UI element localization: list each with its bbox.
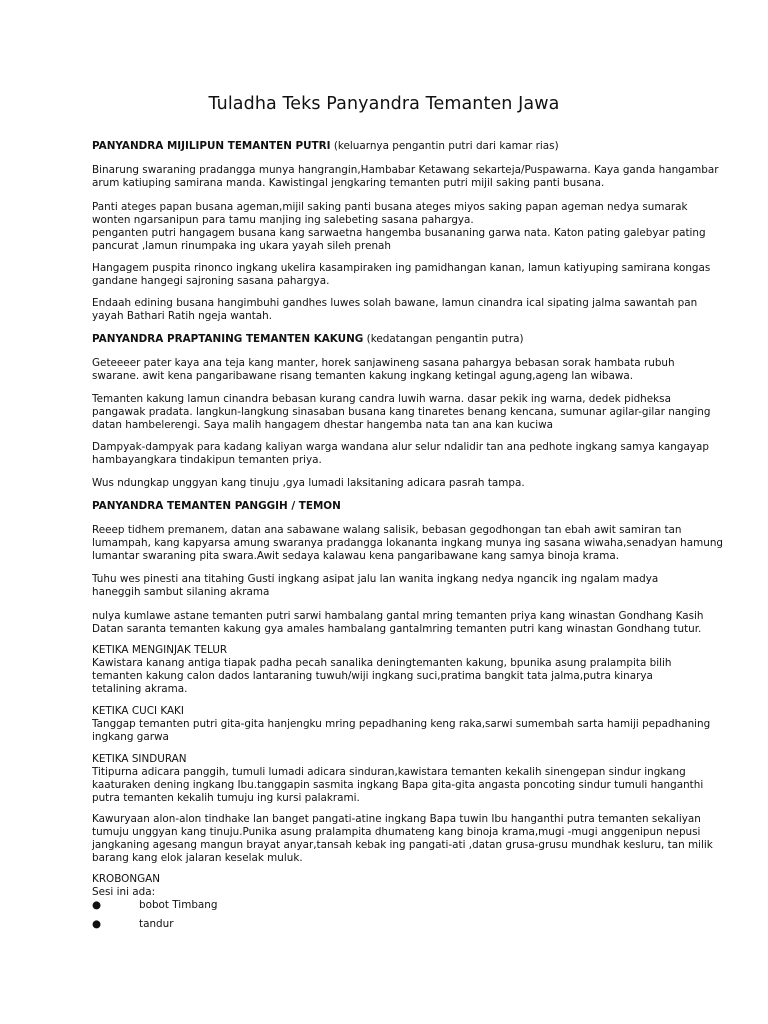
text-line: hambayangkara tindakipun temanten priya.: [92, 454, 322, 466]
section-note: (kedatangan pengantin putra): [366, 333, 524, 345]
text-line: ingkang garwa: [92, 731, 169, 743]
paragraph: [92, 357, 692, 383]
section-heading: KROBONGAN: [92, 873, 161, 885]
text-line: barang kang elok jalaran keselak muluk.: [92, 852, 303, 864]
section-intro: Sesi ini ada:: [92, 886, 156, 898]
text-line: kaaturaken dening ingkang Ibu.tanggapin sasmita ingkang Bapa gita-gita angasta poncoting sindur tumuli hanganthi: [92, 779, 704, 791]
document-title: Tuladha Teks Panyandra Temanten Jawa: [208, 94, 560, 114]
paragraph: [92, 610, 704, 636]
paragraph: [92, 164, 719, 190]
bullet-icon: ●: [92, 899, 102, 911]
text-line: Binarung swaraning pradangga munya hangrangin,Hambabar Ketawang sekarteja/Puspawarna. Kaya ganda hangambar: [92, 164, 719, 176]
section-putri-heading-line: [92, 140, 692, 153]
text-line: lumampah, kang kapyarsa amung swaranya pradangga lokananta ingkang munya ing sasana wiwaha,senadyan hamung: [92, 537, 724, 549]
text-line: Panti ateges papan busana ageman,mijil saking panti busana ateges miyos saking papan ageman nedya sumarak: [92, 201, 688, 213]
section-heading: KETIKA SINDURAN: [92, 753, 187, 765]
paragraph: [92, 393, 711, 432]
text-line: arum katiuping samirana manda. Kawistingal jengkaring temanten putri mijil saking panti busana.: [92, 177, 605, 189]
paragraph: [92, 573, 692, 599]
text-line: Datan saranta temanten kakung gya amales hambalang gantalmring temanten putri kang winastan Gondhang tutur.: [92, 623, 702, 635]
section-heading: PANYANDRA PRAPTANING TEMANTEN KAKUNG: [92, 333, 364, 345]
text-line: datan hambelerengi. Saya malih hangagem dhestar hangemba nata tan ana kan kuciwa: [92, 419, 553, 431]
text-line: Titipurna adicara panggih, tumuli lumadi adicara sinduran,kawistara temanten kekalih sinengepan sindur ingkang: [92, 766, 686, 778]
section-heading: PANYANDRA MIJILIPUN TEMANTEN PUTRI: [92, 140, 331, 152]
paragraph: [92, 297, 698, 323]
section-heading: KETIKA CUCI KAKI: [92, 705, 184, 717]
text-line: Tanggap temanten putri gita-gita hanjengku mring pepadhaning keng raka,sarwi sumembah sarta hamiji pepadhaning: [92, 718, 711, 730]
section-sinduran: [92, 753, 704, 805]
list-item-text: bobot Timbang: [139, 899, 218, 911]
text-line: tumuju unggyan kang tinuju.Punika asung pralampita dhumateng kang binoja krama,mugi -mugi anggenipun nepusi: [92, 826, 701, 838]
list-item-text: tandur: [139, 918, 174, 930]
text-line: wonten ngarsanipun para tamu manjing ing salebeting sasana pahargya.: [92, 214, 474, 226]
text-line: Kawuryaan alon-alon tindhake lan banget pangati-atine ingkang Bapa tuwin Ibu hanganthi putra temanten sekaliyan: [92, 813, 701, 825]
section-heading: KETIKA MENGINJAK TELUR: [92, 644, 228, 656]
bullet-icon: ●: [92, 918, 102, 930]
section-cuci: [92, 705, 711, 744]
text-line: Hangagem puspita rinonco ingkang ukelira kasampiraken ing pamidhangan kanan, lamun katiyuping samirana kongas: [92, 262, 711, 274]
text-line: tetalining akrama.: [92, 683, 188, 695]
text-line: putra temanten kekalih tumuju ing kursi palakrami.: [92, 792, 360, 804]
text-line: Geteeeer pater kaya ana teja kang manter, horek sanjawineng sasana pahargya bebasan sorak hambata rubuh: [92, 357, 675, 369]
text-line: Temanten kakung lamun cinandra bebasan kurang candra luwih warna. dasar pekik ing warna, dedek pidheksa: [92, 393, 671, 405]
paragraph: [92, 813, 713, 865]
section-kakung-heading-line: [92, 333, 692, 346]
section-panggih-heading-line: [92, 500, 692, 513]
paragraph: [92, 201, 706, 253]
text-line: swarane. awit kena pangaribawane risang temanten kakung ingkang ketingal agung,ageng lan wibawa.: [92, 370, 634, 382]
text-line: gandane hangegi sajroning sasana pahargya.: [92, 275, 330, 287]
paragraph: [92, 477, 692, 490]
paragraph: [92, 262, 711, 288]
section-heading: PANYANDRA TEMANTEN PANGGIH / TEMON: [92, 500, 341, 512]
text-line: pancurat ,lamun rinumpaka ing ukara yayah sileh prenah: [92, 240, 391, 252]
text-line: Wus ndungkap unggyan kang tinuju ,gya lumadi laksitaning adicara pasrah tampa.: [92, 477, 525, 489]
text-line: Kawistara kanang antiga tiapak padha pecah sanalika deningtemanten kakung, bpunika asung pralampita bilih: [92, 657, 672, 669]
text-line: Dampyak-dampyak para kadang kaliyan warga wandana alur selur ndalidir tan ana pedhote ingkang samya kangayap: [92, 441, 709, 453]
text-line: lumantar swaraning pita swara.Awit sedaya kalawau kena pangaribawane kang samya binoja krama.: [92, 550, 620, 562]
section-menginjak: [92, 644, 692, 696]
text-line: Tuhu wes pinesti ana titahing Gusti ingkang asipat jalu lan wanita ingkang nedya ngancik ing ngalam madya: [92, 573, 659, 585]
paragraph: [92, 441, 709, 467]
text-line: jangkaning agesang mangun brayat anyar,tansah kebak ing pangati-ati ,datan grusa-grusu mundhak kesluru, tan milik: [92, 839, 713, 851]
text-line: Reeep tidhem premanem, datan ana sabawane walang salisik, bebasan gegodhongan tan ebah awit samiran tan: [92, 524, 682, 536]
text-line: pangawak pradata. langkun-langkung sinasaban busana kang tinaretes benang kencana, sumunar agilar-gilar nanging: [92, 406, 711, 418]
paragraph: [92, 524, 724, 563]
section-note: (keluarnya pengantin putri dari kamar rias): [333, 140, 559, 152]
text-line: nulya kumlawe astane temanten putri sarwi hambalang gantal mring temanten priya kang winastan Gondhang Kasih: [92, 610, 704, 622]
section-krobongan: [92, 873, 692, 899]
text-line: Endaah edining busana hangimbuhi gandhes luwes solah bawane, lamun cinandra ical sipating jalma sawantah pan: [92, 297, 698, 309]
text-line: penganten putri hangagem busana kang sarwaetna hangemba busananing garwa nata. Katon pating galebyar pating: [92, 227, 706, 239]
text-line: yayah Bathari Ratih ngeja wantah.: [92, 310, 273, 322]
text-line: temanten kakung calon dados lantaraning tuwuh/wiji ingkang suci,pratima bangkit tata jalma,putra kinarya: [92, 670, 653, 682]
text-line: haneggih sambut silaning akrama: [92, 586, 270, 598]
